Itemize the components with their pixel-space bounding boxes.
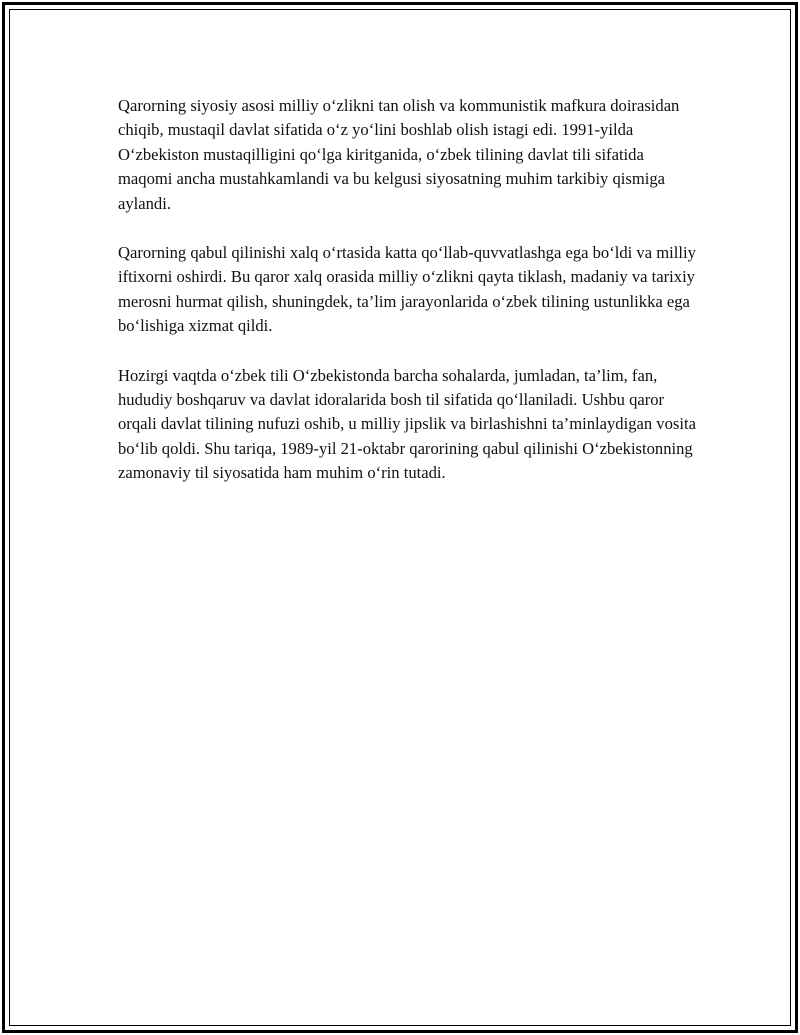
paragraph-3: Hozirgi vaqtda o‘zbek tili O‘zbekistonda barcha sohalarda, jumladan, ta’lim, fan, hududiy boshqaruv va davlat idoralarida bosh til sifatida qo‘llaniladi. Ushbu qaror orqali davlat tilining nufuzi oshib, u milliy jipslik va birlashishni ta’minlaydigan vosita bo‘lib qoldi. Shu tariqa, 1989-yil 21-oktabr qarorining qabul qilinishi O‘zbekistonning zamonaviy til siyosatida ham muhim o‘rin tutadi. — [118, 365, 696, 483]
paragraph-2: Qarorning qabul qilinishi xalq o‘rtasida katta qo‘llab-quvvatlashga ega bo‘ldi va milliy iftixorni oshirdi. Bu qaror xalq orasida milliy o‘zlikni qayta tiklash, madaniy va tarixiy merosni hurmat qilish, shuningdek, ta’lim jarayonlarida o‘zbek tilining ustunlikka ega bo‘lishiga xizmat qildi. — [118, 243, 696, 336]
document-body — [118, 94, 698, 511]
paragraph-1: Qarorning siyosiy asosi milliy o‘zlikni tan olish va kommunistik mafkura doirasidan chiqib, mustaqil davlat sifatida o‘z yo‘lini boshlab olish istagi edi. 1991-yilda O‘zbekiston mustaqilligini qo‘lga kiritganida, o‘zbek tilining davlat tili sifatida maqomi ancha mustahkamlandi va bu kelgusi siyosatning muhim tarkibiy qismiga aylandi. — [118, 96, 680, 213]
